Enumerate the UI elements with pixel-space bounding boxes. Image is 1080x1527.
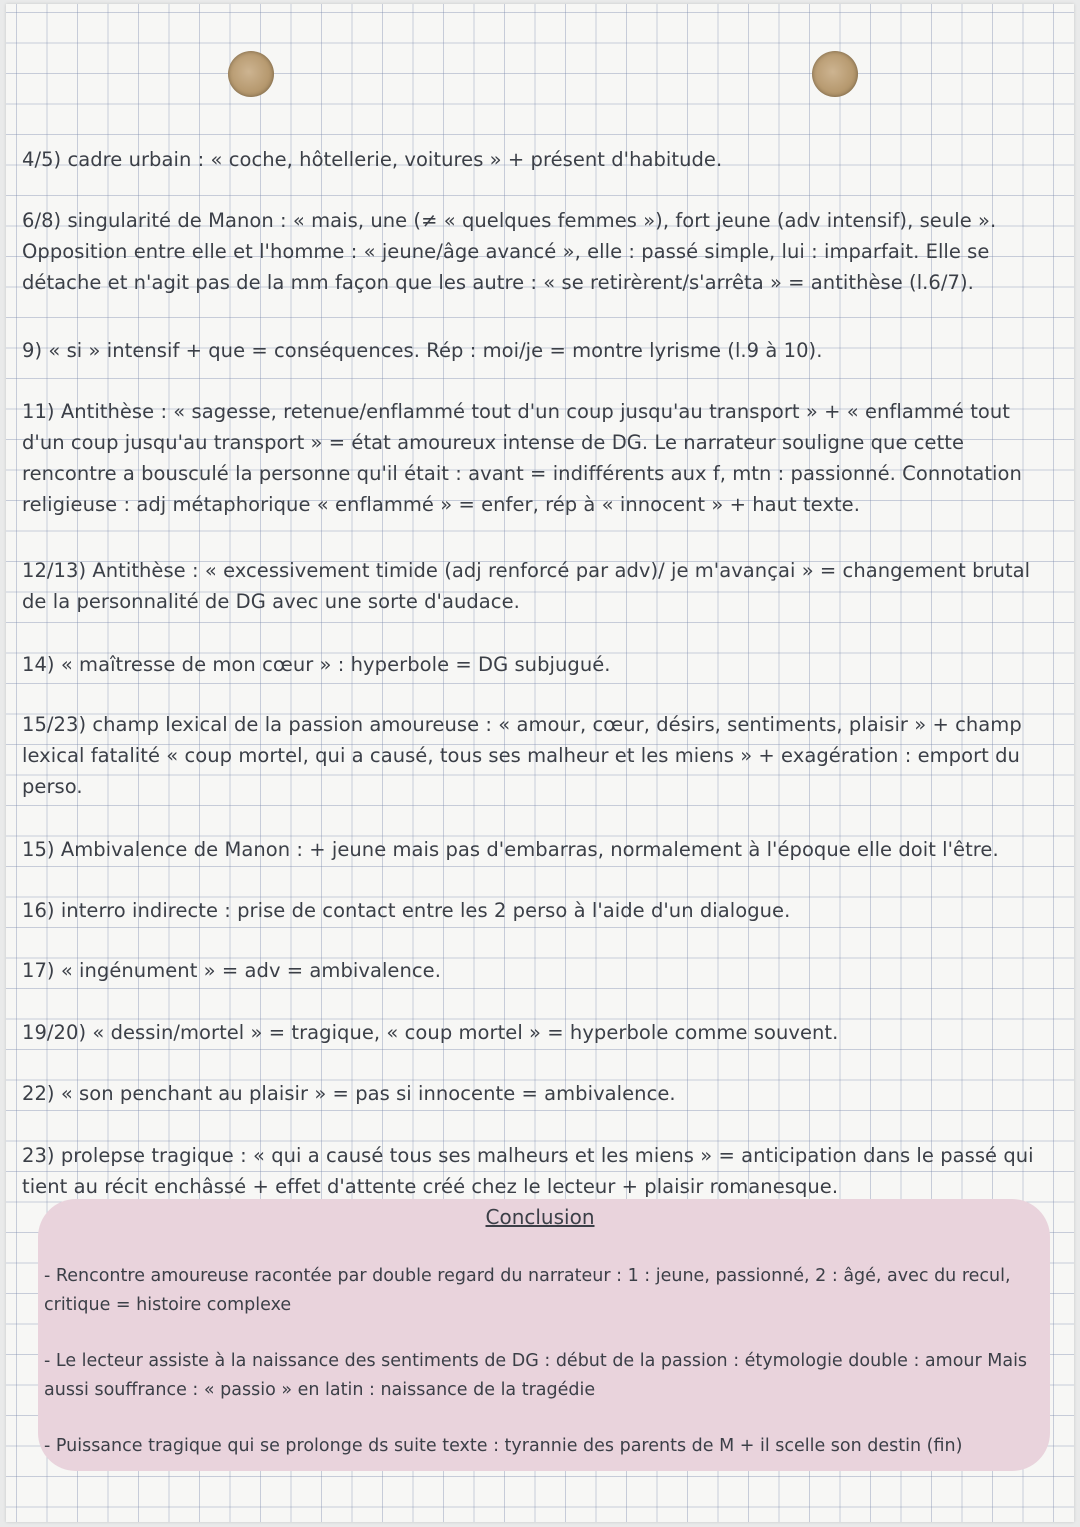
punch-hole: [812, 51, 858, 97]
note-line-16: 16) interro indirecte : prise de contact entre les 2 perso à l'aide d'un dialogue.: [22, 899, 791, 922]
conclusion-item: - Puissance tragique qui se prolonge ds suite texte : tyrannie des parents de M + il scelle son destin (fin): [44, 1436, 963, 1456]
note-line-4-5: 4/5) cadre urbain : « coche, hôtellerie, voitures » + présent d'habitude.: [22, 148, 723, 171]
punch-hole: [228, 51, 274, 97]
note-line-14: 14) « maîtresse de mon cœur » : hyperbole = DG subjugué.: [22, 653, 611, 676]
note-line-15: 15) Ambivalence de Manon : + jeune mais pas d'embarras, normalement à l'époque elle doit l'être.: [22, 838, 999, 861]
conclusion-item: - Rencontre amoureuse racontée par double regard du narrateur : 1 : jeune, passionné, 2 : âgé, avec du recul, critique = histoire complexe: [44, 1266, 1011, 1315]
note-line-23: 23) prolepse tragique : « qui a causé tous ses malheurs et les miens » = anticipation dans le passé qui tient au récit enchâssé + effet d'attente créé chez le lecteur + plaisir romanesque.: [22, 1144, 1034, 1198]
conclusion-item: - Le lecteur assiste à la naissance des sentiments de DG : début de la passion : étymologie double : amour Mais aussi souffrance : « passio » en latin : naissance de la tragédie: [44, 1351, 1028, 1400]
note-line-12-13: 12/13) Antithèse : « excessivement timide (adj renforcé par adv)/ je m'avançai » = changement brutal de la personnalité de DG avec une sorte d'audace.: [22, 559, 1031, 613]
conclusion-highlight: [38, 1199, 1050, 1471]
note-line-15-23: 15/23) champ lexical de la passion amoureuse : « amour, cœur, désirs, sentiments, plaisir » + champ lexical fatalité « coup mortel, qui a causé, tous ses malheur et les miens » + exagération : emport du perso.: [22, 713, 1022, 798]
note-line-6-8: 6/8) singularité de Manon : « mais, une (≠ « quelques femmes »), fort jeune (adv intensif), seule ». Opposition entre elle et l'homme : « jeune/âge avancé », elle : passé simple, lui : imparfait. Elle se détache et n'agit pas de la mm façon que les autre : « se retirèrent/s'arrêta » = antithèse (l.6/7).: [22, 209, 997, 294]
note-line-11: 11) Antithèse : « sagesse, retenue/enflammé tout d'un coup jusqu'au transport » + « enflammé tout d'un coup jusqu'au transport » = état amoureux intense de DG. Le narrateur souligne que cette rencontre a bousculé la personne qu'il était : avant = indifférents aux f, mtn : passionné. Connotation religieuse : adj métaphorique « enflammé » = enfer, rép à « innocent » + haut texte.: [22, 400, 1022, 516]
note-line-9: 9) « si » intensif + que = conséquences. Rép : moi/je = montre lyrisme (l.9 à 10).: [22, 339, 823, 362]
note-line-17: 17) « ingénument » = adv = ambivalence.: [22, 959, 441, 982]
note-line-22: 22) « son penchant au plaisir » = pas si innocente = ambivalence.: [22, 1082, 676, 1105]
conclusion-title: Conclusion: [485, 1205, 595, 1229]
note-line-19-20: 19/20) « dessin/mortel » = tragique, « coup mortel » = hyperbole comme souvent.: [22, 1021, 839, 1044]
